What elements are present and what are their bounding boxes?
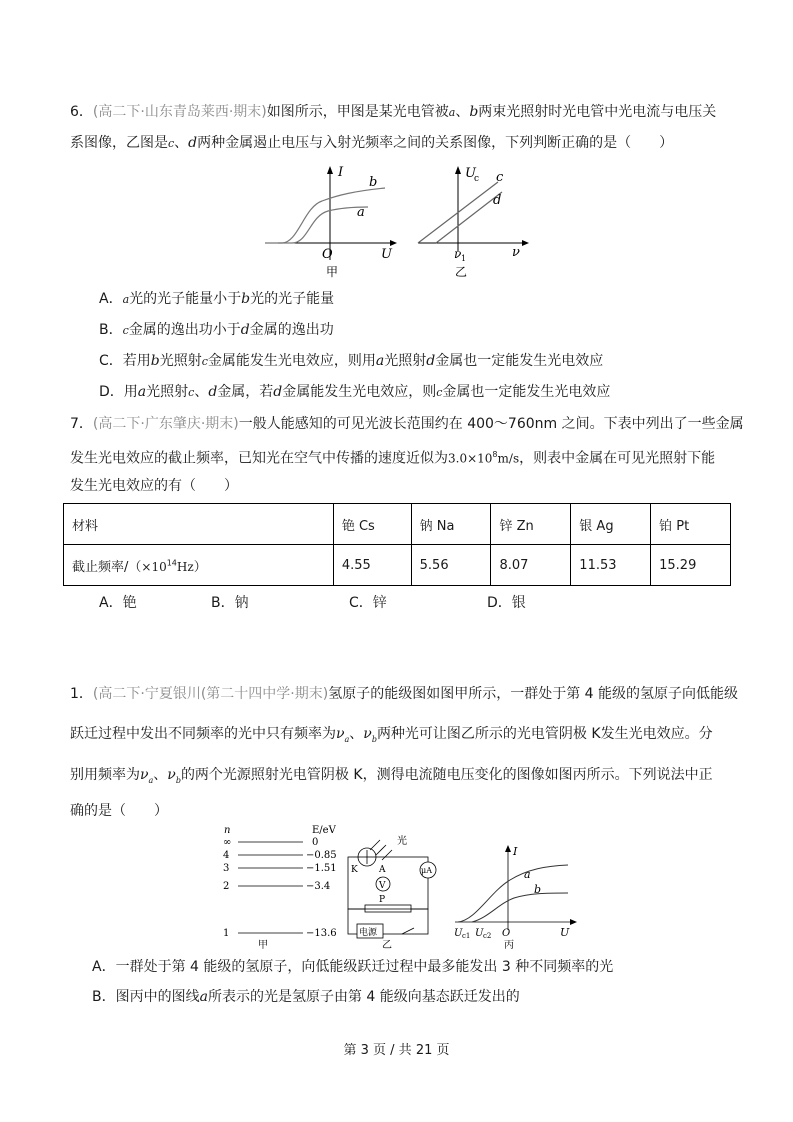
svg-text:4: 4 [223, 850, 230, 861]
q1-figure-jia [218, 822, 338, 950]
page-footer: 第 3 页 / 共 21 页 [343, 1043, 450, 1058]
q6-option-a: A．a光的光子能量小于b光的光子能量 [99, 291, 335, 307]
table-header-cell: 铂 Pt [651, 504, 731, 545]
q6-jia-caption: 甲 [326, 265, 339, 279]
q6-jia-x-label: U [381, 247, 392, 262]
svg-text:c1: c1 [462, 932, 471, 940]
q6-yi-caption: 乙 [455, 265, 468, 279]
q1-jia-n-label: n [224, 825, 231, 836]
q7-metals-table [63, 503, 731, 586]
table-header-row [64, 504, 731, 545]
q1-jia-e-label: E/eV [312, 825, 336, 836]
svg-text:0: 0 [312, 837, 319, 848]
q1-option-b: B．图丙中的图线a所表示的光是氢原子由第 4 能级向基态跃迁发出的 [92, 989, 520, 1005]
svg-text:−0.85: −0.85 [306, 850, 337, 861]
table-header-cell: 材料 [64, 504, 334, 545]
q7-line2: 发生光电效应的截止频率，已知光在空气中传播的速度近似为$3.0\times 10^8m/s$，则表中金属在可见光照射下能 [70, 450, 716, 467]
q1-bing-uc1: U [454, 928, 463, 939]
q1-line2: 跃迁过程中发出不同频率的光中只有频率为$\nu_a$、$\nu_b$两种光可让图乙所示的光电管阴极 K发生光电效应。分 [70, 726, 713, 744]
q6-yi-y-label: U [465, 166, 476, 181]
q6-option-b: B．c金属的逸出功小于d金属的逸出功 [99, 322, 334, 338]
q1-line3: 别用频率为$\nu_a$、$\nu_b$的两个光源照射光电管阴极 K，测得电流随电压变化的图像如图丙所示。下列说法中正 [70, 767, 713, 785]
table-cell: 8.07 [491, 545, 571, 586]
table-header-cell: 钠 Na [411, 504, 491, 545]
q1-bing-curve-b: b [534, 883, 542, 896]
cathode-label: K [351, 865, 358, 875]
svg-text:c2: c2 [483, 932, 492, 940]
anode-label: A [379, 865, 386, 875]
q1-source: (高二下·宁夏银川(第二十四中学·期末) [92, 686, 329, 702]
slider-label: P [379, 895, 386, 905]
q1-bing-uc2: U [475, 928, 484, 939]
svg-text:∞: ∞ [223, 837, 232, 848]
q1-bing-y-label: I [513, 845, 518, 858]
table-header-cell: 锌 Zn [491, 504, 571, 545]
q6-yi-x-label: ν [512, 245, 520, 260]
q6-line2: 系图像，乙图是c、d两种金属遏止电压与入射光频率之间的关系图像，下列判断正确的是（ ） [70, 135, 674, 151]
q1-bing-origin: O [502, 928, 511, 939]
q7-option-d: D．银 [487, 595, 526, 611]
table-row [64, 545, 731, 586]
svg-text:−1.51: −1.51 [306, 863, 337, 874]
q6-yi-line-c: c [496, 170, 504, 185]
svg-text:3: 3 [223, 863, 230, 874]
q1-bing-curve-a: a [524, 868, 531, 881]
table-header-cell: 铯 Cs [333, 504, 411, 545]
light-label: 光 [397, 836, 407, 847]
q1-jia-caption: 甲 [258, 940, 268, 950]
table-cell: 15.29 [651, 545, 731, 586]
q7-line3: 发生光电效应的有（ ） [70, 478, 238, 494]
q1-option-a: A．一群处于第 4 能级的氢原子，向低能级跃迁过程中最多能发出 3 种不同频率的光 [92, 959, 614, 975]
q1-figure-yi [340, 832, 445, 950]
q1-bing-caption: 丙 [504, 940, 514, 950]
q6-yi-line-d: d [493, 193, 502, 208]
q7-number: 7． [70, 416, 93, 432]
table-cell: 4.55 [333, 545, 411, 586]
svg-text:电源: 电源 [359, 928, 378, 938]
svg-text:V: V [379, 881, 386, 891]
table-header-cell: 银 Ag [571, 504, 651, 545]
q6-source: (高二下·山东青岛莱西·期末) [92, 104, 267, 120]
q6-figure-yi [410, 160, 530, 280]
table-row-label: 截止频率$/(\times 10^{14}Hz)$ [64, 545, 334, 586]
q6-yi-tick: ν [454, 247, 462, 261]
q1-figure-bing [450, 840, 580, 950]
q6-option-c: C．若用b光照射c金属能发生光电效应，则用a光照射d金属也一定能发生光电效应 [99, 353, 604, 369]
svg-text:1: 1 [223, 928, 230, 939]
rheostat-icon [365, 905, 411, 912]
q6-option-d: D．用a光照射c、d金属，若d金属能发生光电效应，则c金属也一定能发生光电效应 [99, 384, 611, 400]
q1-yi-caption: 乙 [382, 940, 392, 950]
q7-source: (高二下·广东肇庆·期末) [92, 416, 239, 432]
q1-line4: 确的是（ ） [70, 803, 168, 819]
q7-line1: 7．(高二下·广东肇庆·期末)一般人能感知的可见光波长范围约在 400～760nm 之间。下表中列出了一些金属 [70, 416, 744, 432]
table-cell: 11.53 [571, 545, 651, 586]
q6-jia-curve-b: b [369, 175, 378, 190]
q6-yi-tick-sub: 1 [461, 254, 467, 263]
q1-line1: 1．(高二下·宁夏银川(第二十四中学·期末)氢原子的能级图如图甲所示，一群处于第 4 能级的氢原子向低能级 [70, 686, 739, 702]
table-cell: 5.56 [411, 545, 491, 586]
svg-text:μA: μA [421, 866, 432, 875]
q6-figure-jia [260, 160, 400, 280]
q7-option-c: C．锌 [349, 595, 387, 611]
svg-text:−13.6: −13.6 [306, 928, 337, 939]
q7-option-b: B．钠 [211, 595, 249, 611]
q1-number: 1． [70, 686, 93, 702]
q6-jia-origin: O [322, 247, 333, 262]
q6-number: 6． [70, 104, 93, 120]
q6-jia-y-label: I [338, 165, 344, 180]
q1-bing-x-label: U [560, 926, 570, 939]
q6-yi-y-sub: c [474, 174, 480, 184]
svg-text:2: 2 [223, 881, 230, 892]
switch-icon [402, 928, 414, 934]
q6-line1: 6．(高二下·山东青岛莱西·期末)如图所示，甲图是某光电管被a、b两束光照射时光电管中光电流与电压关 [70, 104, 717, 120]
q6-jia-curve-a: a [357, 205, 365, 220]
svg-text:−3.4: −3.4 [306, 881, 331, 892]
q7-option-a: A．铯 [99, 595, 137, 611]
